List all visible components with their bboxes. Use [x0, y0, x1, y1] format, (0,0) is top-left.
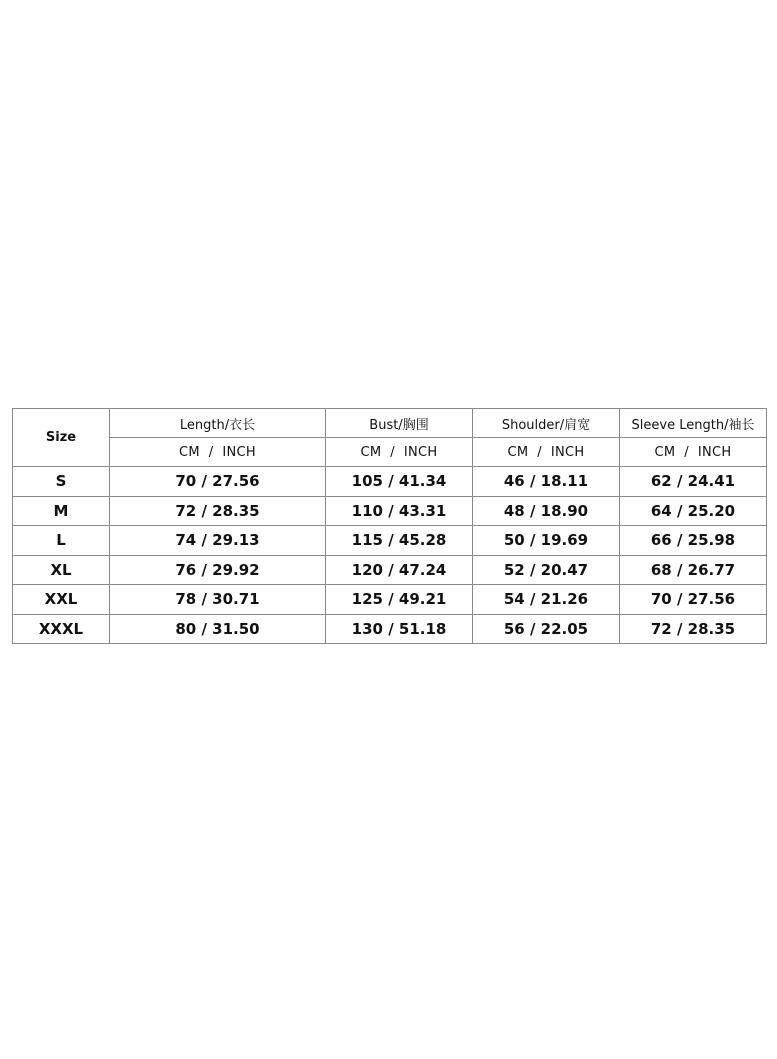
length-cell: 80 / 31.50 — [110, 614, 326, 644]
shoulder-header: Shoulder/肩宽 — [473, 409, 620, 438]
length-cell: 72 / 28.35 — [110, 496, 326, 526]
sleeve-length-cell: 70 / 27.56 — [620, 585, 767, 615]
bust-header: Bust/胸围 — [326, 409, 473, 438]
sleeve-length-cell: 66 / 25.98 — [620, 526, 767, 556]
bust-cell: 130 / 51.18 — [326, 614, 473, 644]
unit-row — [13, 438, 767, 467]
sleeve-length-unit: CM / INCH — [620, 438, 767, 467]
shoulder-cell: 48 / 18.90 — [473, 496, 620, 526]
shoulder-cell: 56 / 22.05 — [473, 614, 620, 644]
size-cell: L — [13, 526, 110, 556]
sleeve-length-header: Sleeve Length/袖长 — [620, 409, 767, 438]
length-cell: 70 / 27.56 — [110, 467, 326, 497]
bust-unit: CM / INCH — [326, 438, 473, 467]
length-header: Length/衣长 — [110, 409, 326, 438]
length-cell: 76 / 29.92 — [110, 555, 326, 585]
table-row — [13, 526, 767, 556]
shoulder-unit: CM / INCH — [473, 438, 620, 467]
length-unit: CM / INCH — [110, 438, 326, 467]
table-row — [13, 585, 767, 615]
sleeve-length-cell: 68 / 26.77 — [620, 555, 767, 585]
sleeve-length-cell: 72 / 28.35 — [620, 614, 767, 644]
table-row — [13, 555, 767, 585]
size-header: Size — [13, 409, 110, 467]
sleeve-length-cell: 64 / 25.20 — [620, 496, 767, 526]
sleeve-length-cell: 62 / 24.41 — [620, 467, 767, 497]
table-row — [13, 467, 767, 497]
bust-cell: 110 / 43.31 — [326, 496, 473, 526]
table-row — [13, 614, 767, 644]
size-cell: S — [13, 467, 110, 497]
shoulder-cell: 50 / 19.69 — [473, 526, 620, 556]
bust-cell: 120 / 47.24 — [326, 555, 473, 585]
header-row — [13, 409, 767, 438]
shoulder-cell: 46 / 18.11 — [473, 467, 620, 497]
bust-cell: 115 / 45.28 — [326, 526, 473, 556]
shoulder-cell: 54 / 21.26 — [473, 585, 620, 615]
size-chart-table — [12, 408, 767, 644]
bust-cell: 105 / 41.34 — [326, 467, 473, 497]
size-cell: XL — [13, 555, 110, 585]
size-cell: M — [13, 496, 110, 526]
table-row — [13, 496, 767, 526]
bust-cell: 125 / 49.21 — [326, 585, 473, 615]
size-cell: XXL — [13, 585, 110, 615]
size-cell: XXXL — [13, 614, 110, 644]
length-cell: 74 / 29.13 — [110, 526, 326, 556]
length-cell: 78 / 30.71 — [110, 585, 326, 615]
shoulder-cell: 52 / 20.47 — [473, 555, 620, 585]
